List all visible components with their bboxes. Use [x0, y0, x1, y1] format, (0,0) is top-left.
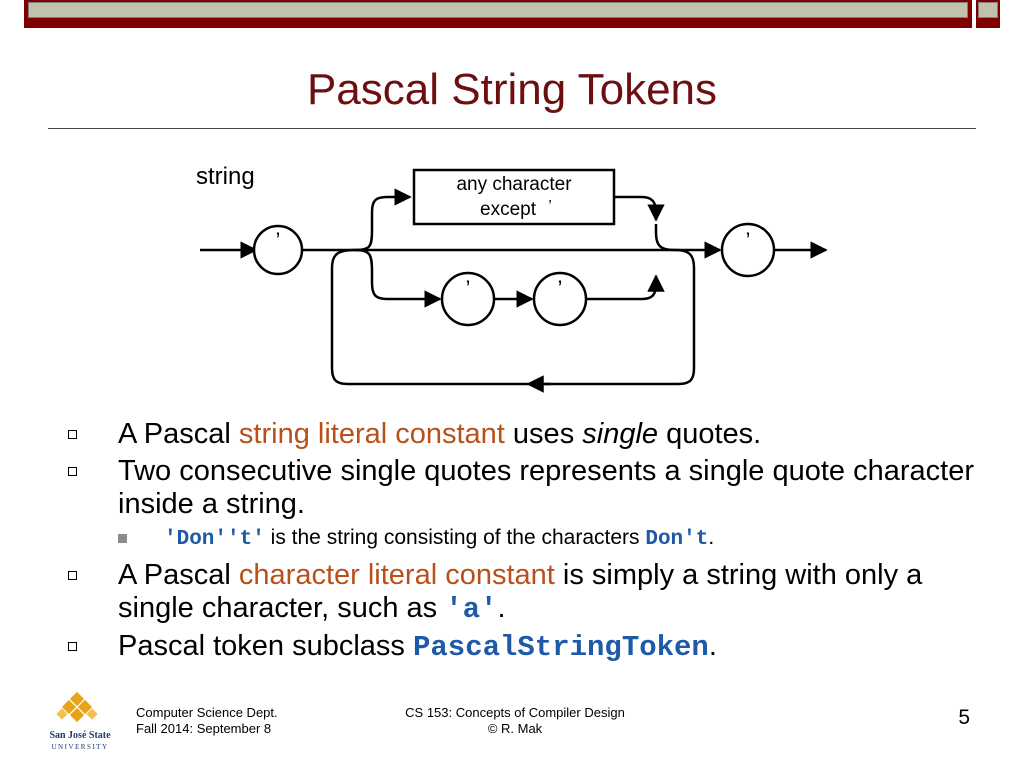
slide-footer [0, 705, 1024, 755]
sub-bullet-1 [66, 525, 1006, 553]
close-quote-glyph: ’ [745, 228, 751, 253]
bullet-4-code: PascalStringToken [412, 631, 709, 664]
sub-bullet-text: is the string consisting of the characters [264, 526, 646, 549]
footer-term: Fall 2014: September 8 [136, 721, 272, 736]
hollow-square-bullet-icon [68, 430, 77, 439]
diagram-label: string [196, 163, 255, 190]
double-quote-glyph-2: ’ [557, 276, 563, 301]
upper-branch-merge [656, 224, 676, 250]
logo-subtitle: UNIVERSITY [51, 743, 109, 751]
footer-course: CS 153: Concepts of Compiler Design [405, 705, 625, 720]
bullet-4 [66, 630, 1006, 664]
hollow-square-bullet-icon [68, 642, 77, 651]
sub-bullet-code-2: Don't [645, 528, 709, 551]
lower-branch-out [586, 284, 656, 299]
box-line-1: any character [456, 174, 572, 195]
bullet-3-text-a: A Pascal [118, 559, 239, 591]
double-quote-glyph-1: ’ [465, 276, 471, 301]
footer-dept: Computer Science Dept. [136, 705, 278, 720]
hollow-square-bullet-icon [68, 467, 77, 476]
bullet-1-text-c: quotes. [658, 418, 762, 450]
bullet-4-text: Pascal token subclass [118, 630, 413, 662]
bullet-2-text: Two consecutive single quotes represents a single quote character inside a string. [118, 455, 974, 520]
bullet-3-period: . [497, 592, 506, 624]
loop-back-path [332, 250, 694, 384]
box-quote-glyph: ’ [548, 198, 552, 215]
bullet-2 [66, 455, 1006, 521]
bullet-1-italic: single [582, 418, 659, 450]
title-divider [48, 128, 976, 129]
bullet-3 [66, 559, 1006, 626]
header-bar-cap [976, 0, 1000, 28]
bullet-4-period: . [708, 630, 717, 662]
logo-name: San José State [49, 730, 111, 741]
bullet-3-emphasis: character literal constant [238, 559, 555, 591]
bullet-list [66, 418, 1006, 668]
header-bar [24, 0, 972, 28]
bullet-1-text-b: uses [504, 418, 583, 450]
hollow-square-bullet-icon [68, 571, 77, 580]
bullet-3-code: 'a' [445, 593, 498, 626]
bullet-1-emphasis: string literal constant [238, 418, 505, 450]
page-number: 5 [958, 706, 970, 729]
upper-branch-out-arrow [614, 197, 656, 220]
box-line-2: except [480, 199, 536, 220]
open-quote-glyph: ’ [275, 228, 281, 253]
bullet-1-text-a: A Pascal [118, 418, 239, 450]
lower-branch-in [355, 250, 440, 299]
syntax-diagram [190, 150, 850, 400]
sub-bullet-code-1: 'Don''t' [164, 528, 265, 551]
footer-author: © R. Mak [487, 721, 543, 736]
footer-center [360, 705, 670, 737]
bullet-1 [66, 418, 1006, 451]
filled-square-bullet-icon [118, 534, 127, 543]
bullet-3-text-b: is simply a string with only a single character, such as [118, 559, 923, 624]
upper-branch-in [355, 197, 410, 250]
sub-bullet-period: . [708, 526, 715, 549]
footer-left [136, 705, 278, 737]
slide-title: Pascal String Tokens [306, 65, 718, 114]
